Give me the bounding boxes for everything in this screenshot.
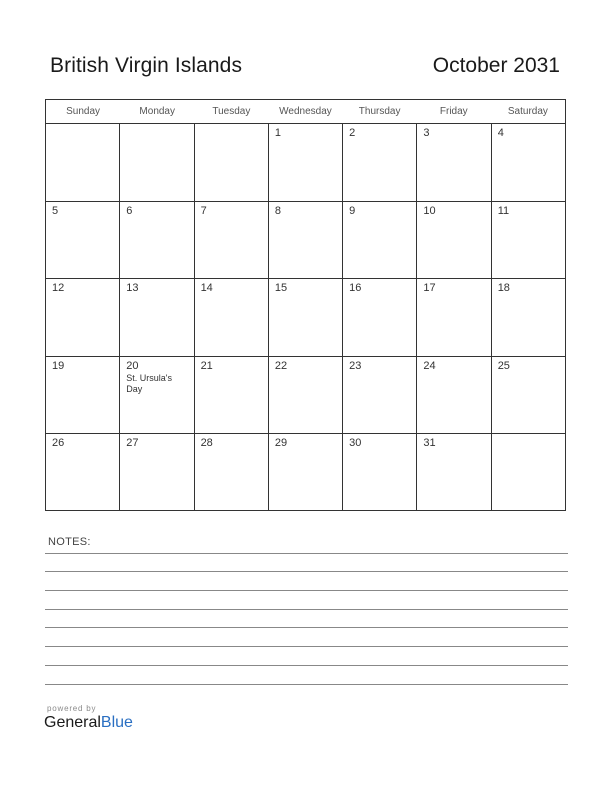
weekday-friday: Friday <box>439 106 468 117</box>
calendar-weeks <box>46 124 565 511</box>
empty-day-cell <box>492 434 565 511</box>
day-cell <box>492 202 565 279</box>
day-number: 4 <box>497 127 504 139</box>
day-cell <box>120 357 194 434</box>
day-number: 12 <box>52 282 65 295</box>
page-title: British Virgin Islands <box>50 54 243 77</box>
day-cell <box>417 434 491 511</box>
day-number: 10 <box>423 204 436 217</box>
holiday-event: St. Ursula's Day <box>126 372 173 394</box>
day-number: 8 <box>274 204 281 217</box>
day-number: 7 <box>200 204 207 217</box>
day-number: 9 <box>349 204 356 217</box>
day-cell <box>269 434 343 511</box>
note-line <box>45 609 568 610</box>
day-cell <box>120 279 194 356</box>
day-number: 27 <box>126 437 139 450</box>
day-number: 11 <box>497 204 510 217</box>
weekday-header-row <box>46 100 565 124</box>
day-cell <box>269 279 343 356</box>
empty-day-cell <box>120 124 194 201</box>
page-header <box>50 54 560 84</box>
day-cell <box>269 202 343 279</box>
day-cell <box>195 357 269 434</box>
brand-logo <box>44 704 133 732</box>
day-cell <box>269 124 343 201</box>
day-number: 20 <box>126 359 139 372</box>
day-number: 2 <box>349 127 356 139</box>
empty-day-cell <box>46 124 120 201</box>
day-number: 22 <box>274 359 288 372</box>
week-row <box>46 434 565 511</box>
day-number: 17 <box>423 282 436 295</box>
brand-name <box>44 714 133 732</box>
day-number: 26 <box>52 437 65 450</box>
brand-name-general: General <box>44 714 101 731</box>
weekday-thursday: Thursday <box>358 106 401 117</box>
day-cell <box>195 279 269 356</box>
day-number: 29 <box>274 437 288 450</box>
day-cell <box>269 357 343 434</box>
day-number: 3 <box>423 127 430 139</box>
note-line <box>45 627 568 628</box>
day-cell <box>46 202 120 279</box>
week-row <box>46 124 565 202</box>
day-number: 31 <box>423 437 436 450</box>
day-cell <box>195 202 269 279</box>
day-number: 6 <box>126 204 133 217</box>
day-number: 13 <box>126 282 139 295</box>
weekday-saturday: Saturday <box>507 106 548 117</box>
week-row <box>46 357 565 435</box>
day-number: 25 <box>497 359 510 372</box>
day-cell <box>492 279 565 356</box>
note-line <box>45 553 568 554</box>
week-row <box>46 202 565 280</box>
day-number: 5 <box>52 204 59 217</box>
day-number: 23 <box>349 359 362 372</box>
note-line <box>45 646 568 647</box>
powered-by-text: powered by <box>47 704 97 713</box>
weekday-tuesday: Tuesday <box>212 106 251 117</box>
day-number: 19 <box>52 359 65 372</box>
day-cell <box>492 357 565 434</box>
day-cell <box>343 202 417 279</box>
day-cell <box>46 357 120 434</box>
note-line <box>45 590 568 591</box>
month-label: October 2031 <box>432 54 560 77</box>
day-cell <box>343 357 417 434</box>
note-line <box>45 684 568 685</box>
day-number: 24 <box>423 359 436 372</box>
day-cell <box>120 202 194 279</box>
day-cell <box>492 124 565 201</box>
day-cell <box>343 124 417 201</box>
note-line <box>45 665 568 666</box>
day-number: 18 <box>497 282 510 295</box>
notes-label: NOTES: <box>48 536 91 548</box>
weekday-wednesday: Wednesday <box>279 106 332 117</box>
day-cell <box>417 279 491 356</box>
day-number: 14 <box>200 282 213 295</box>
day-cell <box>195 434 269 511</box>
day-number: 30 <box>349 437 362 450</box>
day-number: 21 <box>200 359 213 372</box>
day-number: 15 <box>274 282 288 295</box>
day-cell <box>417 357 491 434</box>
weekday-monday: Monday <box>139 106 175 117</box>
calendar-grid <box>45 99 566 511</box>
day-number: 16 <box>349 282 362 295</box>
day-cell <box>46 279 120 356</box>
day-number: 1 <box>274 127 281 139</box>
empty-day-cell <box>195 124 269 201</box>
day-cell <box>417 202 491 279</box>
day-cell <box>417 124 491 201</box>
week-row <box>46 279 565 357</box>
note-line <box>45 571 568 572</box>
day-number: 28 <box>200 437 213 450</box>
day-cell <box>343 279 417 356</box>
day-cell <box>46 434 120 511</box>
weekday-sunday: Sunday <box>66 106 101 117</box>
brand-name-blue: Blue <box>100 714 133 731</box>
day-cell <box>120 434 194 511</box>
day-cell <box>343 434 417 511</box>
